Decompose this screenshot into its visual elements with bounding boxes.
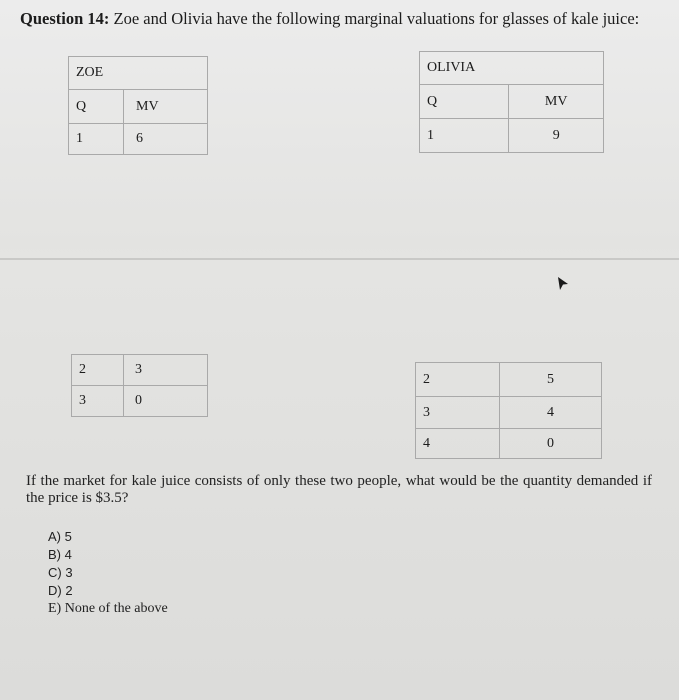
zoe-mv-cell: 6 <box>124 124 208 155</box>
olivia-col-q: Q <box>420 85 509 119</box>
zoe-table-top <box>68 56 208 155</box>
olivia-mv-cell: 0 <box>500 429 602 459</box>
question-text: Zoe and Olivia have the following marginal valuations for glasses of kale juice: <box>113 9 640 28</box>
prompt-text: If the market for kale juice consists of only these two people, what would be the quantity demanded if the price is $3.5? <box>26 473 652 506</box>
zoe-col-q: Q <box>69 90 124 124</box>
table-row <box>420 119 604 153</box>
answer-options <box>48 528 168 618</box>
zoe-q-cell: 2 <box>72 355 124 386</box>
table-row <box>416 363 602 397</box>
option-c[interactable]: C) 3 <box>48 565 73 580</box>
olivia-mv-cell: 4 <box>500 397 602 429</box>
olivia-mv-cell: 5 <box>500 363 602 397</box>
mouse-cursor-icon <box>556 276 570 292</box>
zoe-table-bottom <box>71 354 208 417</box>
table-row <box>72 355 208 386</box>
option-b[interactable]: B) 4 <box>48 547 72 562</box>
question-heading <box>20 9 639 29</box>
table-row <box>416 397 602 429</box>
zoe-q-cell: 1 <box>69 124 124 155</box>
olivia-mv-cell: 9 <box>509 119 604 153</box>
question-label: Question 14: <box>20 9 110 28</box>
olivia-table-top <box>419 51 604 153</box>
olivia-header: OLIVIA <box>420 52 604 85</box>
zoe-q-cell: 3 <box>72 386 124 417</box>
option-d[interactable]: D) 2 <box>48 583 73 598</box>
olivia-q-cell: 2 <box>416 363 500 397</box>
option-e[interactable]: E) None of the above <box>48 601 168 616</box>
table-row <box>416 429 602 459</box>
olivia-q-cell: 3 <box>416 397 500 429</box>
zoe-mv-cell: 3 <box>124 355 208 386</box>
zoe-header: ZOE <box>69 57 208 90</box>
option-a[interactable]: A) 5 <box>48 529 72 544</box>
page-divider <box>0 258 679 260</box>
olivia-table-bottom <box>415 362 602 459</box>
olivia-q-cell: 1 <box>420 119 509 153</box>
olivia-q-cell: 4 <box>416 429 500 459</box>
olivia-col-mv: MV <box>509 85 604 119</box>
question-prompt <box>26 473 652 507</box>
zoe-mv-cell: 0 <box>124 386 208 417</box>
table-row <box>69 124 208 155</box>
table-row <box>72 386 208 417</box>
zoe-col-mv: MV <box>124 90 208 124</box>
